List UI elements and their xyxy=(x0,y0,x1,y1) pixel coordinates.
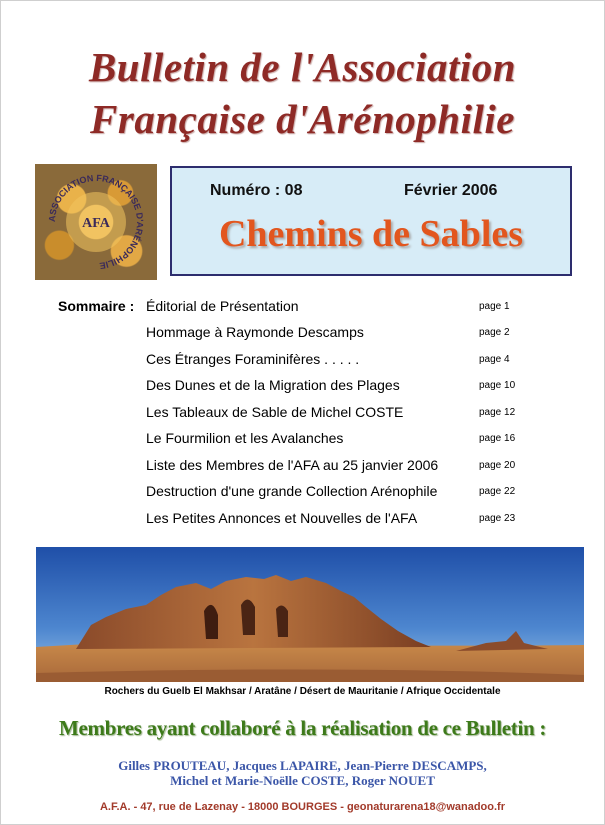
footer-address: A.F.A. - 47, rue de Lazenay - 18000 BOURGES - geonaturarena18@wanadoo.fr xyxy=(99,801,505,813)
issue-number: Numéro : 08 xyxy=(210,182,303,199)
toc-item xyxy=(146,351,526,371)
toc-item xyxy=(146,404,526,424)
toc-item-title: Destruction d'une grande Collection Arénophile xyxy=(146,483,438,499)
toc-item-page: page 2 xyxy=(479,327,510,338)
association-logo xyxy=(35,164,157,280)
toc-label: Sommaire : xyxy=(58,298,135,314)
toc-item-page: page 4 xyxy=(479,354,510,365)
toc-item-title: Ces Étranges Foraminifères . . . . . xyxy=(146,351,360,367)
toc-item xyxy=(146,430,526,450)
issue-header-box xyxy=(170,166,572,276)
title-line-1: Bulletin de l'Association xyxy=(88,44,517,90)
toc-item-page: page 16 xyxy=(479,433,516,444)
logo-ring-text: ASSOCIATION FRANÇAISE D'ARÉNOPHILIE xyxy=(46,172,146,271)
toc-item-page: page 12 xyxy=(479,407,516,418)
toc-item-page: page 23 xyxy=(479,513,516,524)
toc-item-title: Les Petites Annonces et Nouvelles de l'AFA xyxy=(146,510,418,526)
toc-item-title: Des Dunes et de la Migration des Plages xyxy=(146,377,400,393)
toc-item-title: Liste des Membres de l'AFA au 25 janvier 2006 xyxy=(146,457,439,473)
logo-center-text: AFA xyxy=(82,216,110,231)
issue-date: Février 2006 xyxy=(404,182,498,199)
desert-rocks-photo xyxy=(36,547,584,682)
title-line-2: Française d'Arénophilie xyxy=(90,96,515,142)
toc-item-page: page 10 xyxy=(479,380,516,391)
contributors-line-1: Gilles PROUTEAU, Jacques LAPAIRE, Jean-Pierre DESCAMPS, xyxy=(118,758,487,773)
toc-item xyxy=(146,510,526,530)
toc-item-page: page 22 xyxy=(479,486,516,497)
contributors-line-2: Michel et Marie-Noëlle COSTE, Roger NOUET xyxy=(170,773,435,788)
toc-item-title: Hommage à Raymonde Descamps xyxy=(146,324,364,340)
photo-caption: Rochers du Guelb El Makhsar / Aratâne / Désert de Mauritanie / Afrique Occidentale xyxy=(104,686,501,697)
toc-item xyxy=(146,483,526,503)
toc-item-title: Le Fourmilion et les Avalanches xyxy=(146,430,344,446)
bulletin-name: Chemins de Sables xyxy=(218,213,524,255)
toc-item xyxy=(146,377,526,397)
toc-item-page: page 1 xyxy=(479,301,510,312)
toc-item xyxy=(146,324,526,344)
toc-item-title: Les Tableaux de Sable de Michel COSTE xyxy=(146,404,404,420)
toc-item xyxy=(146,298,526,318)
toc-item-page: page 20 xyxy=(479,460,516,471)
toc-item xyxy=(146,457,526,477)
contributors-heading: Membres ayant collaboré à la réalisation de ce Bulletin : xyxy=(58,716,547,740)
toc-item-title: Éditorial de Présentation xyxy=(146,298,299,314)
